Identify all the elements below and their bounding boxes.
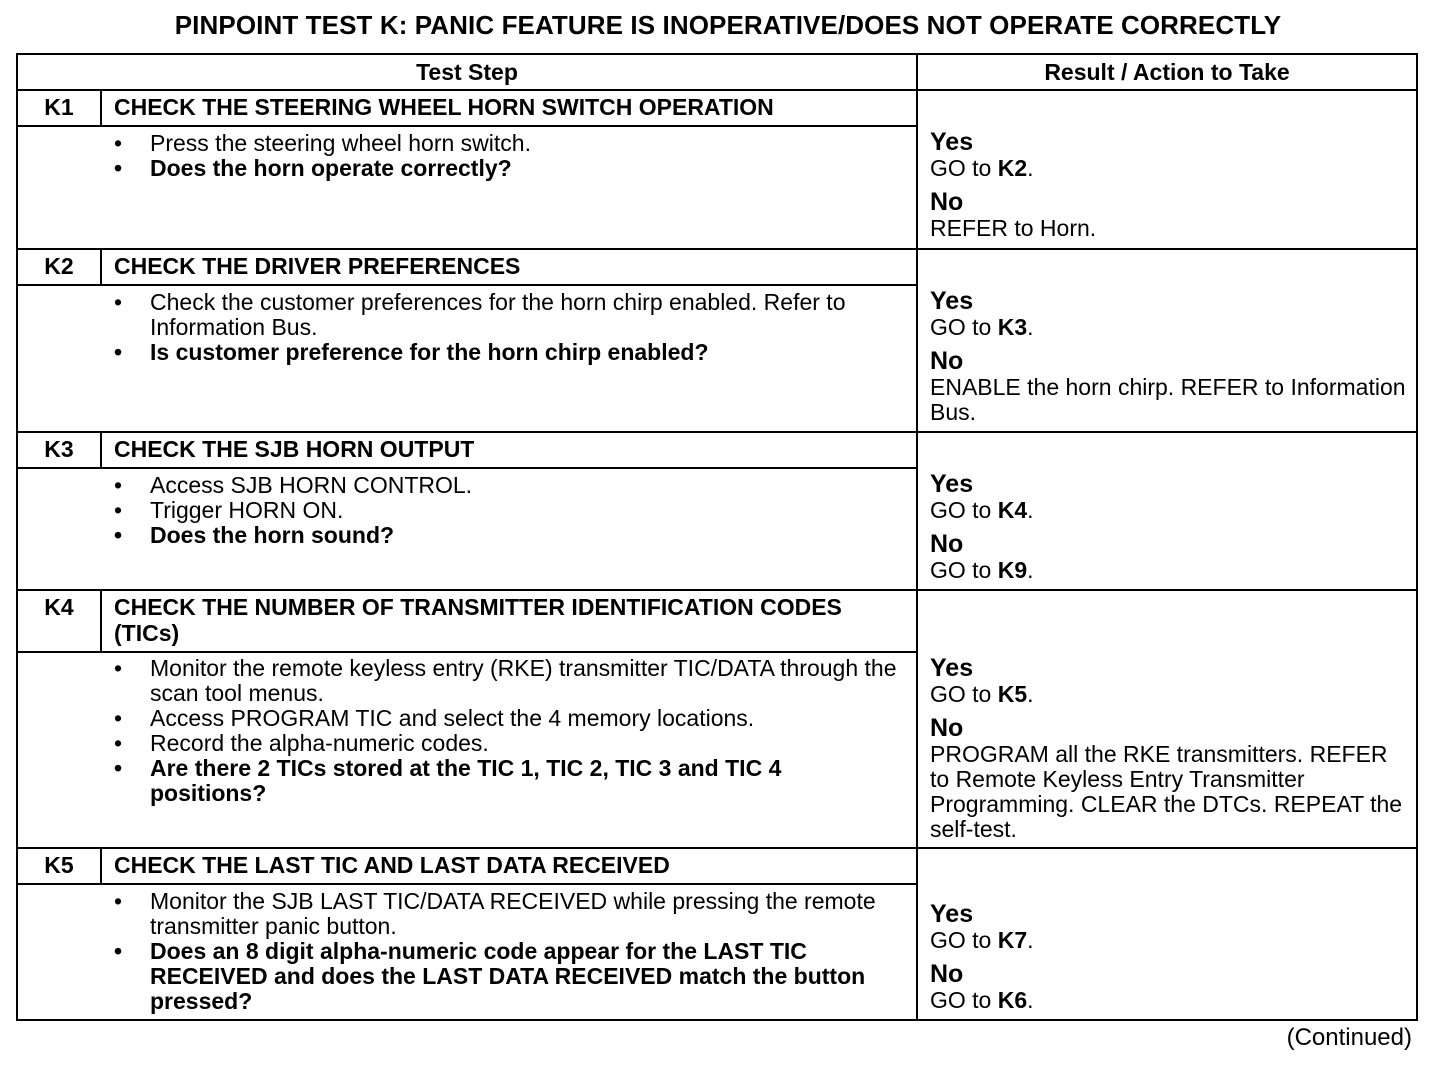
step-instructions (114, 473, 902, 548)
step-instructions (114, 290, 902, 365)
no-action: PROGRAM all the RKE transmitters. REFER to Remote Keyless Entry Transmitter Programming. CLEAR the DTCs. REPEAT the self-test. (930, 741, 1403, 842)
list-item (114, 731, 902, 756)
list-item (114, 498, 902, 523)
question-text: Are there 2 TICs stored at the TIC 1, TIC 2, TIC 3 and TIC 4 positions? (150, 755, 782, 806)
question-text: Does the horn operate correctly? (150, 155, 512, 181)
result-actions (930, 655, 1406, 842)
bullet-icon: • (114, 130, 123, 156)
header-test-step: Test Step (18, 55, 918, 89)
step-id: K1 (18, 91, 102, 125)
yes-action: GO to K4. (930, 497, 1034, 523)
step-title: CHECK THE DRIVER PREFERENCES (114, 253, 521, 279)
list-item (114, 939, 902, 1014)
no-action: GO to K6. (930, 987, 1034, 1013)
result-cell (918, 591, 1416, 847)
result-actions (930, 129, 1406, 241)
result-actions (930, 901, 1406, 1013)
no-label: No (930, 714, 964, 742)
list-item (114, 523, 902, 548)
instruction-text: Press the steering wheel horn switch. (150, 130, 531, 156)
test-step-cell (18, 91, 918, 248)
bullet-icon: • (114, 655, 123, 681)
step-instructions (114, 889, 902, 1014)
yes-action: GO to K2. (930, 155, 1034, 181)
list-item (114, 706, 902, 731)
bullet-icon: • (114, 755, 123, 781)
bullet-icon: • (114, 938, 123, 964)
list-item (114, 156, 902, 181)
bullet-icon: • (114, 888, 123, 914)
list-item (114, 656, 902, 706)
header-result-action: Result / Action to Take (1044, 59, 1290, 85)
table-row-k1 (18, 91, 1416, 250)
yes-label: Yes (930, 900, 974, 928)
bullet-icon: • (114, 339, 123, 365)
result-cell (918, 250, 1416, 431)
yes-label: Yes (930, 654, 974, 682)
table-row-k3 (18, 433, 1416, 591)
result-actions (930, 288, 1406, 425)
list-item (114, 340, 902, 365)
bullet-icon: • (114, 155, 123, 181)
question-text: Does the horn sound? (150, 522, 395, 548)
step-reference-link[interactable]: K6 (997, 987, 1028, 1013)
step-header (18, 91, 916, 127)
question-text: Is customer preference for the horn chirp enabled? (150, 339, 709, 365)
step-reference-link[interactable]: K2 (997, 155, 1028, 181)
yes-action: GO to K3. (930, 314, 1034, 340)
bullet-icon: • (114, 705, 123, 731)
test-step-cell (18, 849, 918, 1019)
result-actions (930, 471, 1406, 583)
step-instructions (114, 656, 902, 806)
step-id: K3 (18, 433, 102, 467)
no-label: No (930, 530, 964, 558)
bullet-icon: • (114, 730, 123, 756)
test-step-cell (18, 250, 918, 431)
yes-label: Yes (930, 128, 974, 156)
result-cell (918, 91, 1416, 248)
instruction-text: Monitor the SJB LAST TIC/DATA RECEIVED while pressing the remote transmitter panic button. (150, 888, 876, 939)
no-label: No (930, 188, 964, 216)
bullet-icon: • (114, 472, 123, 498)
instruction-text: Access SJB HORN CONTROL. (150, 472, 473, 498)
step-reference-link[interactable]: K9 (997, 557, 1028, 583)
step-title: CHECK THE SJB HORN OUTPUT (114, 436, 475, 462)
test-step-cell (18, 591, 918, 847)
no-action: ENABLE the horn chirp. REFER to Information Bus. (930, 374, 1406, 425)
test-step-cell (18, 433, 918, 589)
yes-action: GO to K5. (930, 681, 1034, 707)
instruction-text: Access PROGRAM TIC and select the 4 memory locations. (150, 705, 755, 731)
step-id: K4 (18, 591, 102, 651)
step-reference-link[interactable]: K4 (997, 497, 1028, 523)
instruction-text: Trigger HORN ON. (150, 497, 344, 523)
yes-label: Yes (930, 287, 974, 315)
step-header (18, 849, 916, 885)
list-item (114, 131, 902, 156)
page-title: PINPOINT TEST K: PANIC FEATURE IS INOPERATIVE/DOES NOT OPERATE CORRECTLY (174, 10, 1282, 40)
step-instructions (114, 131, 902, 181)
yes-action: GO to K7. (930, 927, 1034, 953)
result-cell (918, 433, 1416, 589)
no-label: No (930, 960, 964, 988)
instruction-text: Check the customer preferences for the horn chirp enabled. Refer to Information Bus. (150, 289, 846, 340)
step-reference-link[interactable]: K7 (997, 927, 1028, 953)
step-reference-link[interactable]: K3 (997, 314, 1028, 340)
table-row-k4 (18, 591, 1416, 849)
instruction-text: Monitor the remote keyless entry (RKE) transmitter TIC/DATA through the scan tool menus. (150, 655, 897, 706)
no-action: REFER to Horn. (930, 215, 1097, 241)
bullet-icon: • (114, 497, 123, 523)
continued-note: (Continued) (1286, 1024, 1412, 1051)
no-label: No (930, 347, 964, 375)
pinpoint-test-table (16, 53, 1418, 1021)
step-title: CHECK THE NUMBER OF TRANSMITTER IDENTIFICATION CODES (TICs) (114, 594, 842, 646)
list-item (114, 756, 902, 806)
instruction-text: Record the alpha-numeric codes. (150, 730, 489, 756)
list-item (114, 290, 902, 340)
step-id: K2 (18, 250, 102, 284)
step-title: CHECK THE LAST TIC AND LAST DATA RECEIVED (114, 852, 670, 878)
step-header (18, 433, 916, 469)
result-cell (918, 849, 1416, 1019)
step-id: K5 (18, 849, 102, 883)
step-reference-link[interactable]: K5 (997, 681, 1028, 707)
table-row-k5 (18, 849, 1416, 1019)
list-item (114, 889, 902, 939)
table-row-k2 (18, 250, 1416, 433)
step-title: CHECK THE STEERING WHEEL HORN SWITCH OPERATION (114, 94, 774, 120)
question-text: Does an 8 digit alpha-numeric code appear for the LAST TIC RECEIVED and does the LAST DATA RECEIVED match the button pressed? (150, 938, 866, 1014)
yes-label: Yes (930, 470, 974, 498)
bullet-icon: • (114, 289, 123, 315)
step-header (18, 591, 916, 653)
step-header (18, 250, 916, 286)
list-item (114, 473, 902, 498)
no-action: GO to K9. (930, 557, 1034, 583)
bullet-icon: • (114, 522, 123, 548)
table-header (18, 55, 1416, 91)
